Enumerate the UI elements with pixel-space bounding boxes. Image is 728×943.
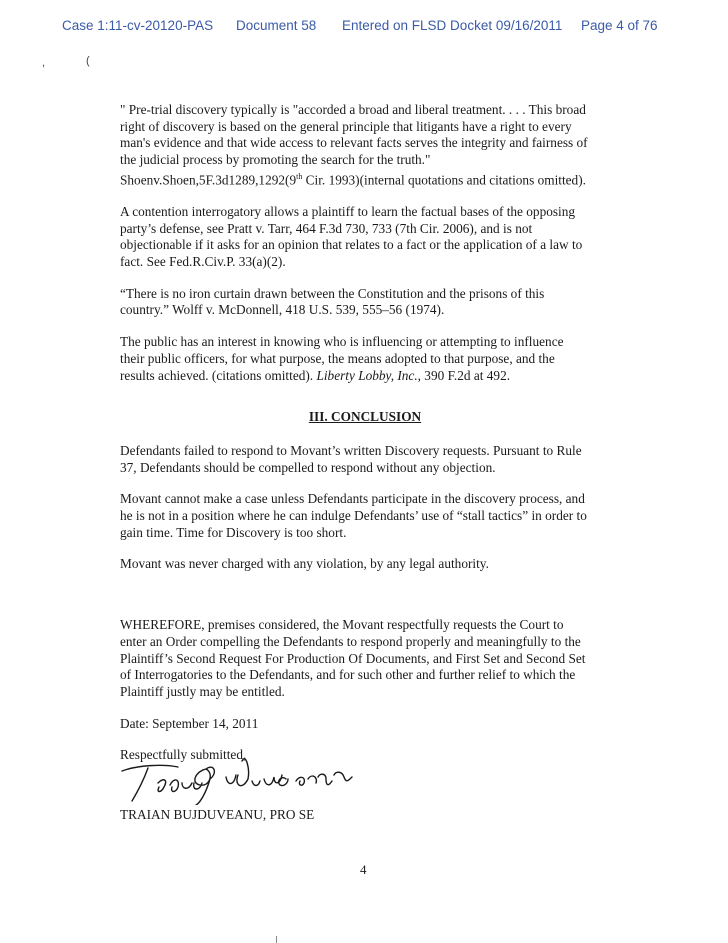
superscript: th bbox=[296, 171, 303, 181]
case-citation: Liberty Lobby, Inc. bbox=[316, 367, 418, 383]
handwritten-signature bbox=[118, 749, 358, 805]
page-indicator: Page 4 of 76 bbox=[581, 18, 658, 33]
document-body bbox=[120, 102, 590, 839]
case-number: Case 1:11-cv-20120-PAS bbox=[62, 18, 214, 33]
paragraph-wherefore: WHEREFORE, premises considered, the Movant respectfully requests the Court to enter an Order compelling the Defendants to respond properly and meaningfully to the Plaintiff’s Second Request For Production Of Documents, and First Set and Second Set of Interrogatories to the Defendants, and for such other and further relief to which the Plaintiff justly may be entitled. bbox=[120, 617, 586, 699]
entered-date: Entered on FLSD Docket 09/16/2011 bbox=[342, 18, 563, 33]
page-number: 4 bbox=[360, 862, 367, 877]
paragraph-public-interest: The public has an interest in knowing who is influencing or attempting to influence their public officers, for what purpose, the means adopted to that purpose, and the results achieved. (citations omitted). Liberty Lobby, Inc., 390 F.2d at 492. bbox=[120, 334, 564, 383]
document-number: Document 58 bbox=[236, 18, 317, 33]
signer-name: TRAIAN BUJDUVEANU, PRO SE bbox=[120, 807, 315, 823]
paragraph-defendants-failed: Defendants failed to respond to Movant’s written Discovery requests. Pursuant to Rule 37, Defendants should be compelled to respond without any objection. bbox=[120, 442, 582, 475]
date-line: Date: September 14, 2011 bbox=[120, 715, 259, 731]
stray-mark: , bbox=[42, 57, 46, 69]
paragraph-iron-curtain: “There is no iron curtain drawn between the Constitution and the prisons of this country.” Wolff v. McDonnell, 418 U.S. 539, 555–56 (1974). bbox=[120, 285, 545, 318]
paragraph-pretrial-discovery: " Pre-trial discovery typically is "accorded a broad and liberal treatment. . . . This broad right of discovery is based on the general principle that litigants have a right to every man's evidence and that wide access to relevant facts serves the integrity and fairness of the judicial process by promoting the search for the truth." Shoenv.Shoen,5F.3d1289,1292(9th Cir. 1993)(internal quotations and citations omitted). bbox=[120, 102, 588, 188]
paragraph-movant-cannot: Movant cannot make a case unless Defendants participate in the discovery process, and he is not in a position where he can indulge Defendants’ use of “stall tactics” in order to gain time. Time for Discovery is too short. bbox=[120, 491, 587, 540]
paragraph-contention-interrogatory: A contention interrogatory allows a plaintiff to learn the factual bases of the opposing party’s defense, see Pratt v. Tarr, 464 F.3d 730, 733 (7th Cir. 2006), and is not objectionable if it asks for an opinion that relates to a fact or the application of a law to fact. See Fed.R.Civ.P. 33(a)(2). bbox=[120, 203, 583, 270]
signature-block bbox=[120, 747, 590, 807]
stray-mark: ( bbox=[86, 55, 90, 67]
paragraph-never-charged: Movant was never charged with any violation, by any legal authority. bbox=[120, 556, 489, 572]
respectfully-submitted: Respectfully submitted, bbox=[120, 747, 247, 763]
scan-mark bbox=[276, 936, 277, 943]
section-heading: III. CONCLUSION bbox=[308, 409, 422, 425]
